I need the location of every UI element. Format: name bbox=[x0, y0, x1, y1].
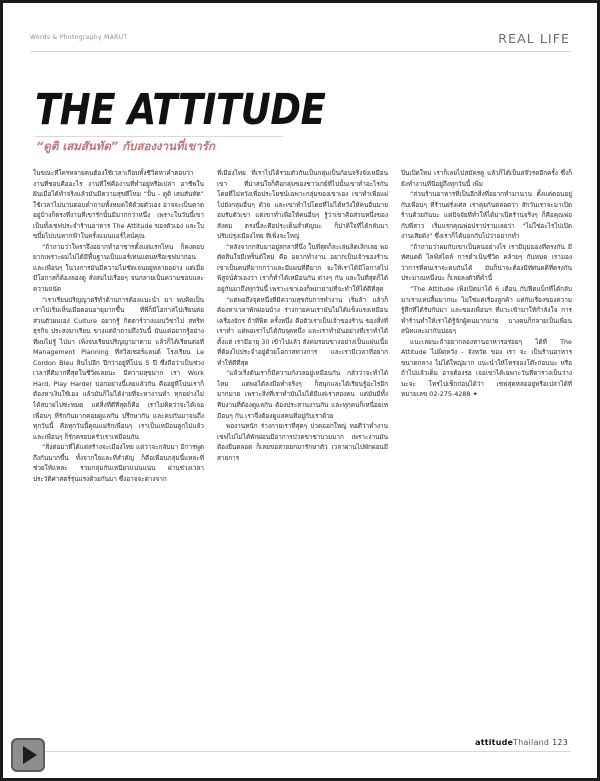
page-frame-left bbox=[0, 0, 3, 781]
paragraph: “เราเรียนปริญญาตรีทำด้านการต้องแนะนำ มา พบคิดเป็นเราไปเริ่มเห็นเมื่อตอนอายุมากขึ้น ที่พี่ก็มีโอกาสไปเรียนต่อ ส่วนตัวผมเอง Culture อยากรู้ กิตตาร์วางแผนวิชาไป สทริทธุรกิจ ประสงมาเรียน ขางแต่ถ้าถามถึงวันนี้ มันแค่อยากรู้อย่างที่ผมไม่รู้ ไปมา เพิ่งจบเรียนปริญญามาตาม แล้วก็ได้เรียนต่อที่ Management Planning ที่สวิสเซอร์แลนด์ โรงเรียน Le Cordon Bleu สินไปอีก ปีกว่าอยู่ที่โน่น 5 ปี ซึ่งถือว่าเป็นช่วงเวลาที่ดีมากที่สุดในชีวิตเลยนะ มีความสุขมาก เรา Work Hard, Play Harder บอกอย่างนี้เลยแล้วกัน คืออยู่ที่โน่นเราก็ต้องหาเงินใช้เอง แล้วมันก็ไม่ได้ง่ายที่จะหางานทำ ทุกอย่างไม่ได้สบายไปซะหมด แต่สิ่งที่ดีที่สุดก็คือ เราไม่คิดว่าจะได้เจอเพื่อนๆ ที่รักกันมากคอยดูแลกัน ปรึกษากัน และคบกันมาจนถึงทุกวันนี้ คือทุกวันนี้คุณแม่รักเพื่อนๆ เราเป็นเหมือนลูกไปแล้ว และเพื่อนๆ ก็รักครอบครัวเราเหมือนกัน bbox=[33, 295, 204, 441]
paragraph: “แต่พอถึงจุดหนึ่งที่มีความสุขกับการทำงาน เริ่มล้า แล้วก็ต้องหาเวลาพักผ่อนบ้าง ร่างกายคนเรามันไม่ได้แข็งแรงเหมือนเครื่องจักร ถ้าที่ฟิต ครั้งหนึ่ง คือตัวเราเป็นเจ้าของร้าน ของสิ่งที่เราทำ แต่พอเราไปได้กับจุดหนึ่ง และเราทำมันอย่างที่เราทำได้ตั้งแต่ เรามีอายุ 30 เข้าไปแล้ว สังคมรอบขางอย่างเป็นแผ่นเนื้อ ที่ต้องไปประจำอยู่ด้วยโอกาสทางการ และเรามีเวลาที่อยากทำให้ดีที่สุด bbox=[217, 295, 388, 367]
paragraph: ที่เมืองไทย ที่เราไปได้รวมตัวกันเป็นกลุ่มเป็นก้อนจริงจังเหมือนเขา ที่ปาสนใจก็คือกลุ่มของชาวเกย์ที่ไปนั้นเขาทำอะไรกันโดยที่ไม่หวังเพื่อประโยชน์เฉพาะกลุ่มของเขาเอง เขาทำเพื่อแผ่ไปยังกลุ่มอื่นๆ ด้วย และเขาทำไปโดยที่ไม่ได้หวังให้คนอื่นมายอมรับตัวเขา แต่เขาทำเพื่อให้คนอื่นๆ รู้ว่าเขาคือส่วนหนึ่งของสังคม ตรงนี้ละคือประเด็นสำคัญนะ ก็ปาติใจที่ได้กลับมาปรับปรุงเมืองไทย ที่เพิ่งจะใหญ่ bbox=[217, 169, 388, 241]
text-column-1 bbox=[33, 168, 204, 733]
paragraph: “สิ่งต่อมาที่ได้แต่สร้างจะเมืองไทย แต่ว่าจะกลับมา มีการพูดถึงกันมากขึ้น ทั้งจากใจและที่สำคัญ ก็คือเพื่อนกลุ่มนี้แหละที่ช่วยให้แหละ รวมกลุ่มกันเหนียวแน่นแน่น ผ่านช่วงเวลาประวัติศาสตร์รุ่นแรงด้วยกันมา ซึ่งอาจจะต่างจาก bbox=[33, 443, 204, 483]
text-column-3 bbox=[401, 168, 572, 733]
page-number: 123 bbox=[552, 738, 568, 747]
paragraph: “ถ้าถามว่าใพราจึงอยากทำอาชารตั้งแต่แรกไหน ก็คงตอบยากเพราะผมไม่ได้มีพื้นฐานเป็นแอร์เทนแดนหรือเชฟมาก่อน และเพื่อนๆ ในวงการมันมีความไม่ชัดเจนอยู่หลายอย่าง แต่เมื่อมีโอกาสก็ต้องลองดู สั่งสมไปเรื่อยๆ จนกลายเป็นความชอบและความถนัด bbox=[33, 242, 204, 294]
folio bbox=[475, 738, 568, 747]
running-head bbox=[30, 31, 570, 50]
page-frame-top bbox=[0, 0, 600, 3]
byline: Words & Photography MARUT bbox=[30, 34, 128, 41]
paragraph: ปินเปิดใหม่ เราก็เลยไปสมัครดู แล้วก็ได้เป็นสจ๊วรดอีกครั้ง ซึ่งก็ยังทำงานที่นี่อยู่ถึงทุกวันนี้ เพิ่ม bbox=[401, 169, 572, 188]
play-button[interactable] bbox=[11, 738, 45, 772]
paragraph: “The Attitude เพิ่งเปิดมาได้ 6 เดือน กับฟีดแบ็กที่ได้กลับมาเราแหปลื้มมากนะ ไม่ใช่แค่เรื่องลูกค้า แต่กับเรื่องของความรู้สึกที่ได้รับกับมา และของเพื่อนฯ ที่แวะเข้ามาให้กำลังใจ การทำร้านทำให้เราได้รู้จักผู้คนมากมาย บางคนก็กลายเป็นเพื่อนสนิทและมากันบ่อยๆ bbox=[401, 285, 572, 336]
paragraph: “แล้วเริ่งต้นเราก็มีความกังวลอยู่เหมือนกัน กลัวว่าจะทำได้ไหม แต่พอได้ลงมือทำจริงๆ ก็สนุกและได้เรียนรู้อะไรอีกมากมาย เพราะสิ่งที่เราทำมันไม่ได้มีแค่เราสองคน แต่มันมีทั้งทีมงานที่ต้องดูแลกัน ต้องประสานงานกัน และทุกคนก็เหนื่อยเหมือนๆ กัน เราจึงต้องดูแลคนที่อยู่กับเราด้วย bbox=[217, 369, 388, 420]
page-sheet bbox=[3, 3, 597, 778]
footer-rule bbox=[30, 751, 571, 752]
paragraph: พองานหนัก ร่างกายเราที่สุดๆ ปวดออกใหญ่ ทอดีว่าทำงานเชฟไปไม่ได้พักผ่อนมีอาการปวดขาชาบวมมาก เพราะงานมันต้องยืนตลอด ก็เลยขอสายยกมารักษาตัว เวลาผ่านไปพักผ่อนมีสายการ bbox=[217, 422, 388, 462]
text-column-2 bbox=[217, 168, 388, 733]
paragraph: ในขณะที่ใครหลายคนต้องใช้เวลาเกือบทั้งชีวิตหาคำตอบว่า งานที่ชอบคืออะไร งานที่ใช่คืองานที่ทำอยู่หรือเปล่า อาชีพในฝันเมื่อได้ทำจริงแล้วมันมีความสุขดีไหม “ปั้น - ดูติ เสมสันทัด” ใช้เวลาไม่นานตอบคำถามทั้งหมดให้ด้วยตัวเอง อาจจะเป็นคาดอยู่บ้างก็ตรงที่งานที่เขารักนั้นมีมากกว่าหนึ่ง เพราะในวันนี้เขาเป็นทั้งเชฟประจำร้านอาหาร The Attitude ของตัวเอง และใบขบี้ยไปบนหากฟ้าในครั้งแมนแอร์ไลน์คุณ bbox=[33, 169, 204, 241]
paragraph: แนะเลยนะถ้าอยากลองทานอาหารอร่อยๆ ได้ที่ The Attitude ไม่ผิดหวัง - จังหวัด ของ เรา จะ เป็นร้านอาหารขนาดกลาง ไม่ได้ใหญ่มาก แนะนำให้โทรจองโต๊ะก่อนนะ หรือถ้าไปแล้วเต็ม อาจต้องรอ เจอเขาได้เฉพาะวันที่ตารางเป็นว่างนะจะ โทรไปเช็กก่อนได้ว่า เชฟสุดหล่ออยู่หรือเปล่าได้ที่หมายเลข 02-275-4288 ✦ bbox=[401, 337, 572, 399]
paragraph: “ถ้าถามว่าผมกับเขาเป็นคนอย่างไร เรามีมุมมองที่ตรงกัน มีทัศนคติ ไลฟ์สไตล์ การดำเนินชีวิต คล้ายๆ กันหมด เรามองว่าการที่คนเราจะคบกันได้ มันก็น่าจะต้องมีทัศนคติที่ตรงกันประมาณหนึ่งนะ ก็เลยลงตัวที่คำนี้ bbox=[401, 242, 572, 283]
article-body bbox=[33, 168, 573, 733]
folio-country: Thailand bbox=[513, 738, 550, 747]
page-title: THE ATTITUDE bbox=[35, 85, 326, 135]
play-icon bbox=[23, 746, 37, 764]
paragraph: “หลังจากกลับมาอยู่สกลาที่นึ่ง ในที่สุดก็ละเล่นลิตเลิกเลย พอตัดสินใจมีเทร็นด์ใหม่ คือ อยากทำงาน อยากเป็นเจ้าของร้าน เขาเป็นคนที่มากกว่าและมีแผนที่ดีมาก จะให้เราได้มีโอกาสไปพิสูจน์ตัวเองว่า เราก็ทำได้เหมือนกัน ต่างๆ กัน และในที่สุดก็ได้อยู่กันมาถึงทุกวันนี้ เพราะเขาเองก็พยายามที่จะทำให้ได้ดีที่สุด bbox=[217, 242, 388, 294]
headline-rule bbox=[35, 136, 283, 137]
section-label: REAL LIFE bbox=[498, 31, 570, 46]
page-subtitle: “ดูติ เสมสันทัด” กับสองงานที่เขารัก bbox=[36, 139, 215, 153]
running-head-rule bbox=[30, 51, 571, 52]
folio-brand: attitude bbox=[475, 738, 514, 747]
paragraph: “ส่วนร้านอาหารที่เป็นอีกสิ่งที่อยากทำมานาน ตั้งแต่ตอนอยู่กับเพื่อนๆ ที่ร้านฝรั่งเศส เราคุยกันตลอดว่า สักวันเราจะมาเปิดร้านด้วยกันนะ แต่ปัจจัยที่ทำให้ได้มาเปิดร้านจริงๆ ก็คือคุณพ่อกับพี่สาว เริ่มแรกคุณพ่อปราปรามเลยว่า “ไม่ใช่อะไรไปเปิดงานเสียดัง” ซึ่งเราก็ได้บอกกับไปว่าอยากทำ bbox=[401, 190, 572, 241]
